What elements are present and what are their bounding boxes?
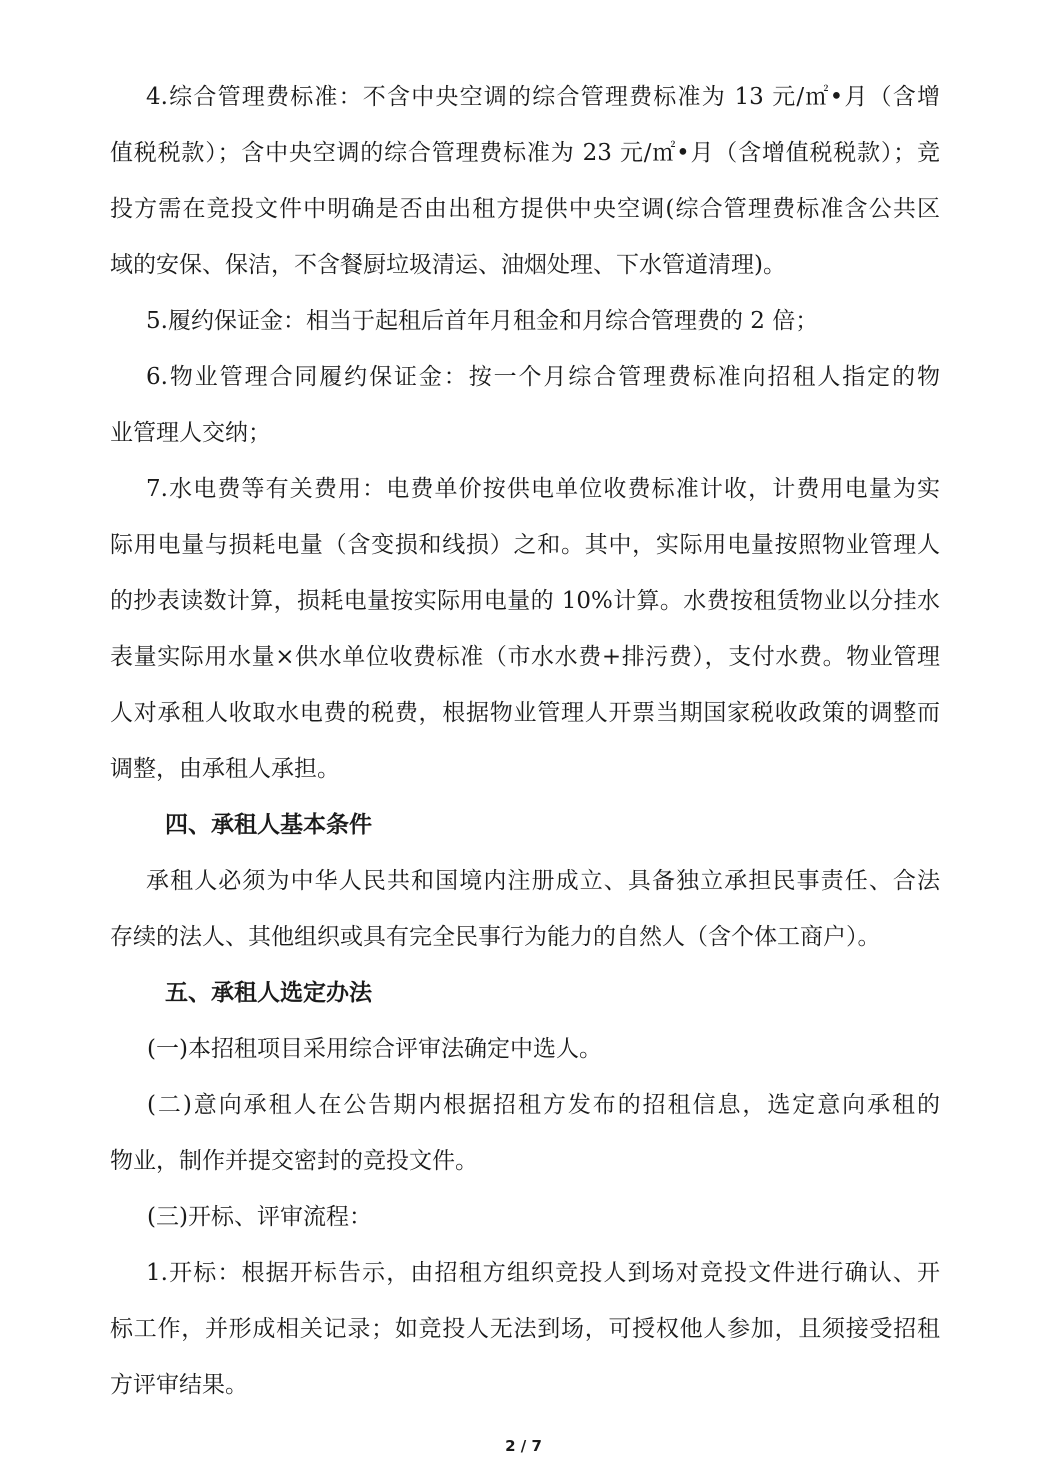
bid-opening-line-2: 标工作，并形成相关记录；如竞投人无法到场，可授权他人参加，且须接受招租	[110, 1316, 940, 1342]
tenant-conditions-line-2: 存续的法人、其他组织或具有完全民事行为能力的自然人（含个体工商户）。	[110, 924, 881, 950]
method-item-2-line-2: 物业，制作并提交密封的竞投文件。	[110, 1148, 478, 1174]
clause-7-line-3: 的抄表读数计算，损耗电量按实际用电量的 10%计算。水费按租赁物业以分挂水	[110, 588, 940, 614]
clause-7-line-4: 表量实际用水量×供水单位收费标准（市水水费+排污费），支付水费。物业管理	[110, 644, 940, 670]
method-item-1: (一)本招租项目采用综合评审法确定中选人。	[147, 1036, 602, 1062]
bid-opening-line-3: 方评审结果。	[110, 1372, 248, 1398]
section-heading-5: 五、承租人选定办法	[165, 980, 372, 1006]
clause-6-line-2: 业管理人交纳；	[110, 420, 271, 446]
method-item-3: (三)开标、评审流程：	[147, 1204, 372, 1230]
page-number: 2 / 7	[505, 1437, 542, 1455]
tenant-conditions-line-1: 承租人必须为中华人民共和国境内注册成立、具备独立承担民事责任、合法	[146, 868, 940, 894]
clause-7-line-2: 际用电量与损耗电量（含变损和线损）之和。其中，实际用电量按照物业管理人	[110, 532, 940, 558]
bid-opening-line-1: 1.开标：根据开标告示，由招租方组织竞投人到场对竞投文件进行确认、开	[146, 1260, 940, 1286]
clause-5-line-1: 5.履约保证金：相当于起租后首年月租金和月综合管理费的 2 倍；	[146, 308, 819, 334]
clause-6-line-1: 6.物业管理合同履约保证金：按一个月综合管理费标准向招租人指定的物	[146, 364, 940, 390]
clause-4-line-4: 域的安保、保洁，不含餐厨垃圾清运、油烟处理、下水管道清理)。	[110, 252, 786, 278]
method-item-2-line-1: (二)意向承租人在公告期内根据招租方发布的招租信息，选定意向承租的	[147, 1092, 940, 1118]
clause-4-line-3: 投方需在竞投文件中明确是否由出租方提供中央空调(综合管理费标准含公共区	[110, 196, 940, 222]
clause-7-line-5: 人对承租人收取水电费的税费，根据物业管理人开票当期国家税收政策的调整而	[110, 700, 940, 726]
clause-4-line-1: 4.综合管理费标准：不含中央空调的综合管理费标准为 13 元/㎡•月（含增	[146, 84, 940, 110]
clause-7-line-6: 调整，由承租人承担。	[110, 756, 340, 782]
section-heading-4: 四、承租人基本条件	[165, 812, 372, 838]
clause-7-line-1: 7.水电费等有关费用：电费单价按供电单位收费标准计收，计费用电量为实	[146, 476, 940, 502]
clause-4-line-2: 值税税款）；含中央空调的综合管理费标准为 23 元/㎡•月（含增值税税款）；竞	[110, 140, 940, 166]
